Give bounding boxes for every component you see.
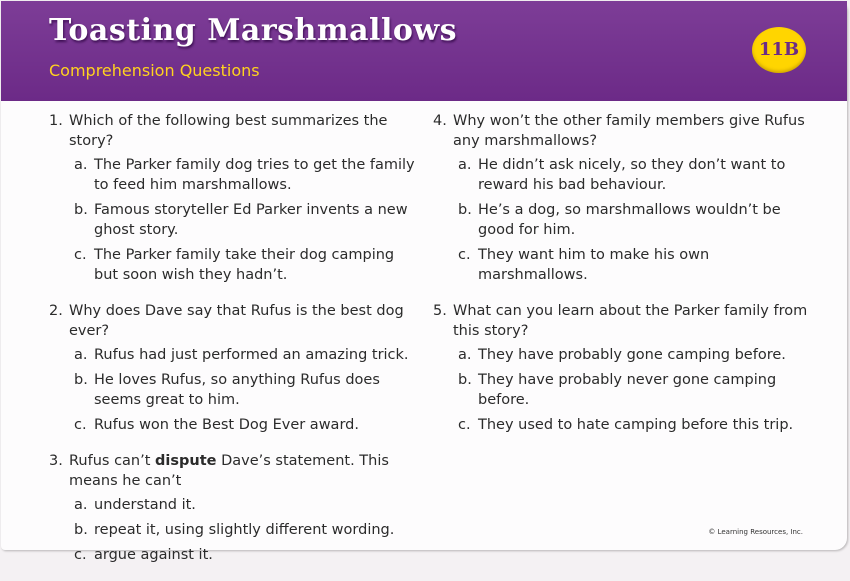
option-letter: c. xyxy=(74,547,87,563)
question-number: 3. xyxy=(49,453,63,469)
question-text: Why does Dave say that Rufus is the best dog ever? xyxy=(69,303,404,339)
option-letter: a. xyxy=(74,497,88,513)
answer-option-b[interactable] xyxy=(69,200,419,240)
option-letter: c. xyxy=(74,417,87,433)
question-text: Why won’t the other family members give Rufus any marshmallows? xyxy=(453,113,805,149)
option-letter: c. xyxy=(458,417,471,433)
question-text: Which of the following best summarizes the story? xyxy=(69,113,388,149)
question-number: 2. xyxy=(49,303,63,319)
option-text: repeat it, using slightly different wording. xyxy=(94,522,395,538)
answer-options xyxy=(69,345,419,435)
option-letter: a. xyxy=(458,347,472,363)
option-text: They have probably gone camping before. xyxy=(478,347,786,363)
answer-option-a[interactable] xyxy=(69,155,419,195)
question-5 xyxy=(433,301,813,435)
option-text: He loves Rufus, so anything Rufus does seems great to him. xyxy=(94,372,380,408)
answer-option-c[interactable] xyxy=(453,415,813,435)
answer-option-b[interactable] xyxy=(69,370,419,410)
answer-options xyxy=(453,345,813,435)
option-text: They used to hate camping before this trip. xyxy=(478,417,794,433)
option-text: The Parker family dog tries to get the family to feed him marshmallows. xyxy=(94,157,415,193)
question-3 xyxy=(49,451,419,565)
card-subtitle: Comprehension Questions xyxy=(49,61,260,80)
option-letter: b. xyxy=(74,202,88,218)
vocabulary-word: dispute xyxy=(155,453,217,469)
question-2 xyxy=(49,301,419,435)
answer-options xyxy=(69,495,419,565)
option-letter: b. xyxy=(74,522,88,538)
option-text: They have probably never gone camping before. xyxy=(478,372,777,408)
question-number: 5. xyxy=(433,303,447,319)
option-text: He’s a dog, so marshmallows wouldn’t be good for him. xyxy=(478,202,781,238)
option-text: They want him to make his own marshmallows. xyxy=(478,247,710,283)
option-letter: b. xyxy=(74,372,88,388)
option-letter: a. xyxy=(74,157,88,173)
answer-option-a[interactable] xyxy=(69,495,419,515)
answer-option-c[interactable] xyxy=(69,545,419,565)
option-text: Famous storyteller Ed Parker invents a new ghost story. xyxy=(94,202,408,238)
question-number: 4. xyxy=(433,113,447,129)
question-number: 1. xyxy=(49,113,63,129)
answer-options xyxy=(453,155,813,285)
option-text: He didn’t ask nicely, so they don’t want to reward his bad behaviour. xyxy=(478,157,786,193)
question-card xyxy=(1,1,847,563)
left-column xyxy=(49,111,419,581)
header-banner xyxy=(1,1,847,101)
option-text: argue against it. xyxy=(94,547,213,563)
level-badge: 11B xyxy=(752,27,806,73)
option-letter: b. xyxy=(458,372,472,388)
question-1 xyxy=(49,111,419,285)
card-title: Toasting Marshmallows xyxy=(49,13,458,48)
answer-option-b[interactable] xyxy=(69,520,419,540)
answer-option-a[interactable] xyxy=(69,345,419,365)
option-text: understand it. xyxy=(94,497,196,513)
answer-option-c[interactable] xyxy=(69,415,419,435)
option-letter: c. xyxy=(458,247,471,263)
question-text-end: Dave’s statement. This means he can’t xyxy=(69,453,389,489)
option-letter: a. xyxy=(74,347,88,363)
answer-option-c[interactable] xyxy=(453,245,813,285)
question-text xyxy=(69,451,419,491)
answer-option-a[interactable] xyxy=(453,345,813,365)
answer-option-b[interactable] xyxy=(453,200,813,240)
copyright-notice: © Learning Resources, Inc. xyxy=(708,528,803,536)
answer-options xyxy=(69,155,419,285)
answer-option-c[interactable] xyxy=(69,245,419,285)
question-text: What can you learn about the Parker family from this story? xyxy=(453,303,808,339)
question-4 xyxy=(433,111,813,285)
option-letter: c. xyxy=(74,247,87,263)
option-letter: a. xyxy=(458,157,472,173)
question-text-start: Rufus can’t xyxy=(69,453,156,469)
option-text: Rufus had just performed an amazing trick. xyxy=(94,347,409,363)
option-text: Rufus won the Best Dog Ever award. xyxy=(94,417,359,433)
option-text: The Parker family take their dog camping but soon wish they hadn’t. xyxy=(94,247,395,283)
option-letter: b. xyxy=(458,202,472,218)
answer-option-b[interactable] xyxy=(453,370,813,410)
answer-option-a[interactable] xyxy=(453,155,813,195)
right-column xyxy=(433,111,813,451)
